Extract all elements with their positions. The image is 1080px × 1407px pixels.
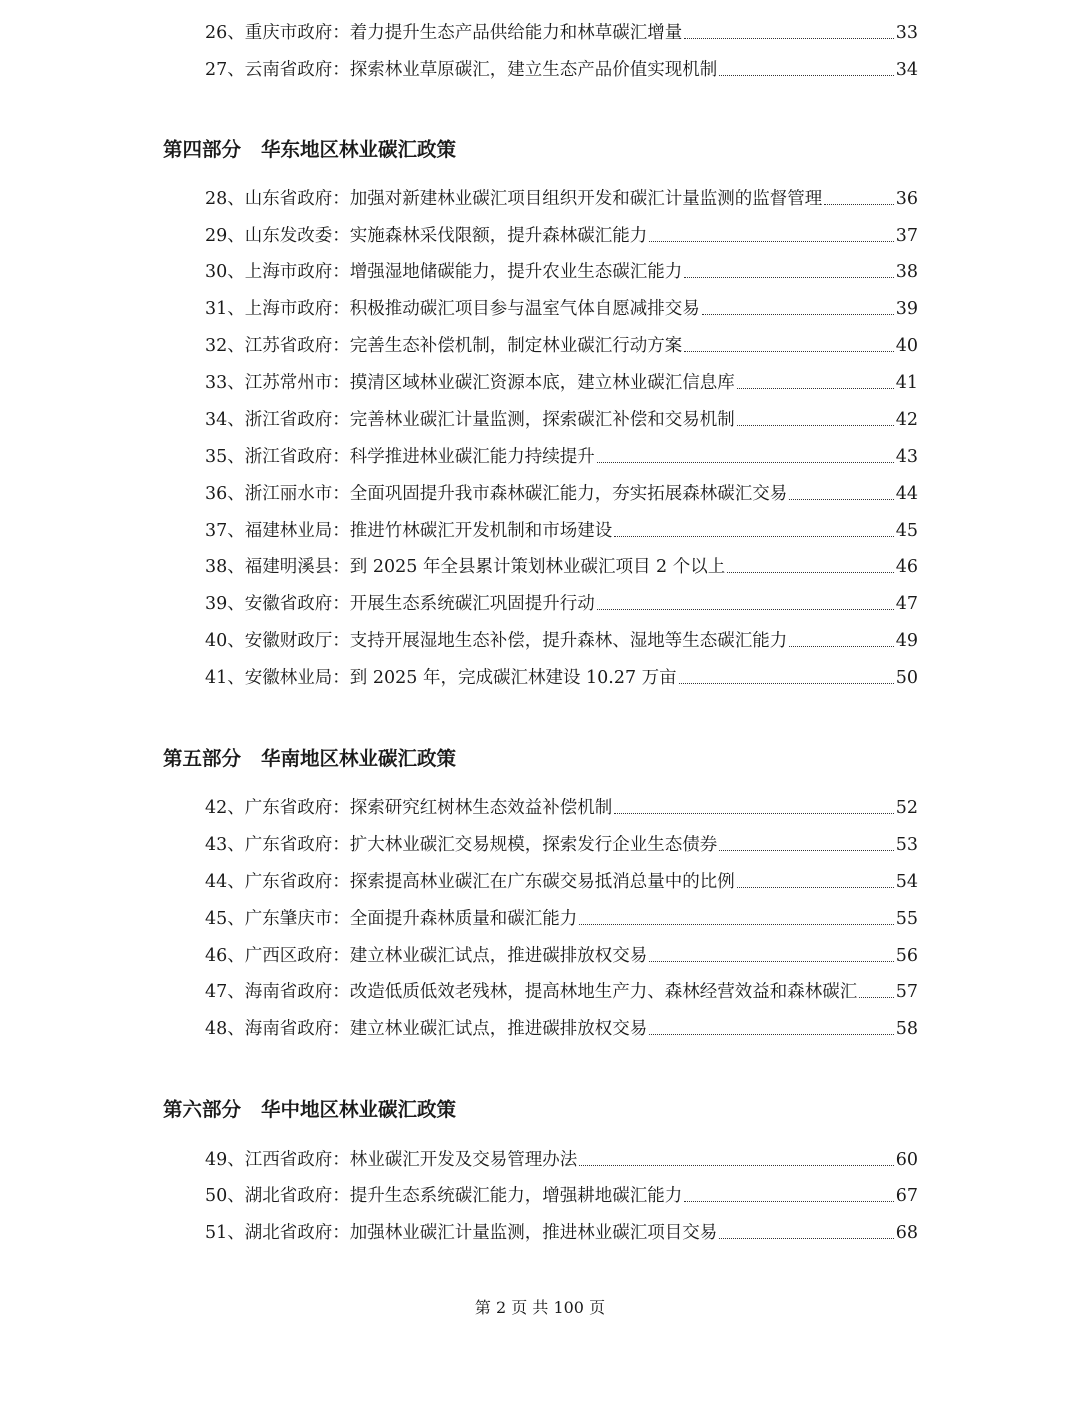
- toc-entry-title: 江苏常州市：摸清区域林业碳汇资源本底，建立林业碳汇信息库: [244, 373, 735, 393]
- dot-leader: [859, 997, 893, 998]
- toc-entry-number: 46、: [205, 946, 245, 966]
- dot-leader: [719, 75, 893, 76]
- toc-entry-page-number: 53: [895, 835, 918, 855]
- section-heading: [163, 745, 456, 773]
- toc-entry[interactable]: [205, 973, 918, 1003]
- toc-entry-title: 重庆市政府：着力提升生态产品供给能力和林草碳汇增量: [244, 23, 683, 43]
- toc-entry-page-number: 37: [895, 226, 918, 246]
- toc-entry-page-number: 49: [895, 631, 918, 651]
- toc-entry[interactable]: [205, 900, 918, 930]
- toc-entry-number: 32、: [205, 336, 245, 356]
- toc-entry-number: 34、: [205, 410, 245, 430]
- toc-entry[interactable]: [205, 1141, 918, 1171]
- toc-entry-page-number: 45: [895, 521, 918, 541]
- toc-entry-title: 浙江丽水市：全面巩固提升我市森林碳汇能力，夯实拓展森林碳汇交易: [244, 484, 788, 504]
- toc-entry-title: 安徽省政府：开展生态系统碳汇巩固提升行动: [244, 594, 595, 614]
- section-heading: [163, 1096, 456, 1124]
- section-heading: [163, 136, 456, 164]
- toc-entry-page-number: 52: [895, 798, 918, 818]
- dot-leader: [684, 38, 893, 39]
- toc-entry-number: 43、: [205, 835, 245, 855]
- section-part-label: 第五部分: [163, 747, 242, 770]
- toc-entry-number: 48、: [205, 1019, 245, 1039]
- dot-leader: [684, 1201, 893, 1202]
- toc-entry-page-number: 38: [895, 262, 918, 282]
- toc-entry-page-number: 57: [895, 982, 918, 1002]
- toc-entry-page-number: 33: [895, 23, 918, 43]
- dot-leader: [702, 314, 894, 315]
- toc-entry-title: 福建明溪县：到 2025 年全县累计策划林业碳汇项目 2 个以上: [244, 557, 726, 577]
- toc-entry-title: 广东省政府：探索研究红树林生态效益补偿机制: [244, 798, 613, 818]
- dot-leader: [824, 204, 893, 205]
- toc-entry[interactable]: [205, 180, 918, 210]
- toc-entry[interactable]: [205, 585, 918, 615]
- toc-entry-title: 上海市政府：增强湿地储碳能力，提升农业生态碳汇能力: [244, 262, 683, 282]
- toc-entry[interactable]: [205, 789, 918, 819]
- toc-entry-title: 海南省政府：建立林业碳汇试点，推进碳排放权交易: [244, 1019, 648, 1039]
- toc-entry-number: 31、: [205, 299, 245, 319]
- section-title: 华南地区林业碳汇政策: [261, 747, 457, 770]
- toc-entry[interactable]: [205, 217, 918, 247]
- toc-entry-number: 38、: [205, 557, 245, 577]
- dot-leader: [597, 462, 894, 463]
- toc-entry-page-number: 34: [895, 60, 918, 80]
- page-footer: 第 2 页 共 100 页: [474, 1298, 606, 1317]
- toc-entry[interactable]: [205, 622, 918, 652]
- toc-entry-page-number: 47: [895, 594, 918, 614]
- toc-entry-number: 27、: [205, 60, 245, 80]
- toc-entry-page-number: 39: [895, 299, 918, 319]
- toc-entry-title: 安徽林业局：到 2025 年，完成碳汇林建设 10.27 万亩: [244, 668, 677, 688]
- toc-entry-title: 山东省政府：加强对新建林业碳汇项目组织开发和碳汇计量监测的监督管理: [244, 189, 823, 209]
- toc-entry-title: 上海市政府：积极推动碳汇项目参与温室气体自愿减排交易: [244, 299, 700, 319]
- toc-entry-number: 33、: [205, 373, 245, 393]
- toc-entry-title: 云南省政府：探索林业草原碳汇，建立生态产品价值实现机制: [244, 60, 718, 80]
- dot-leader: [719, 1238, 893, 1239]
- toc-entry[interactable]: [205, 659, 918, 689]
- toc-entry-page-number: 36: [895, 189, 918, 209]
- toc-entry-number: 28、: [205, 189, 245, 209]
- toc-entry-page-number: 50: [895, 668, 918, 688]
- toc-entry-page-number: 68: [895, 1223, 918, 1243]
- toc-entry-number: 40、: [205, 631, 245, 651]
- toc-entry-page-number: 60: [895, 1150, 918, 1170]
- toc-entry-number: 39、: [205, 594, 245, 614]
- dot-leader: [649, 241, 893, 242]
- section-part-label: 第六部分: [163, 1098, 242, 1121]
- toc-entry-page-number: 58: [895, 1019, 918, 1039]
- toc-entry-title: 广东省政府：扩大林业碳汇交易规模，探索发行企业生态债券: [244, 835, 718, 855]
- dot-leader: [579, 924, 893, 925]
- toc-entry-title: 江苏省政府：完善生态补偿机制，制定林业碳汇行动方案: [244, 336, 683, 356]
- toc-entry[interactable]: [205, 1010, 918, 1040]
- toc-entry-page-number: 46: [895, 557, 918, 577]
- toc-entry[interactable]: [205, 937, 918, 967]
- toc-entry-title: 安徽财政厅：支持开展湿地生态补偿，提升森林、湿地等生态碳汇能力: [244, 631, 788, 651]
- toc-entry-number: 37、: [205, 521, 245, 541]
- toc-entry-number: 26、: [205, 23, 245, 43]
- toc-entry-number: 29、: [205, 226, 245, 246]
- dot-leader: [649, 961, 893, 962]
- dot-leader: [684, 277, 893, 278]
- toc-entry[interactable]: [205, 826, 918, 856]
- toc-entry[interactable]: [205, 51, 918, 81]
- toc-entry[interactable]: [205, 364, 918, 394]
- toc-entry-number: 35、: [205, 447, 245, 467]
- toc-entry-number: 47、: [205, 982, 245, 1002]
- toc-entry-number: 49、: [205, 1150, 245, 1170]
- toc-entry-title: 浙江省政府：完善林业碳汇计量监测，探索碳汇补偿和交易机制: [244, 410, 735, 430]
- toc-entry[interactable]: [205, 548, 918, 578]
- dot-leader: [737, 388, 894, 389]
- toc-entry[interactable]: [205, 1214, 918, 1244]
- dot-leader: [719, 850, 893, 851]
- toc-entry-page-number: 44: [895, 484, 918, 504]
- toc-entry[interactable]: [205, 512, 918, 542]
- toc-entry-number: 45、: [205, 909, 245, 929]
- toc-entry-page-number: 42: [895, 410, 918, 430]
- toc-entry-number: 36、: [205, 484, 245, 504]
- toc-entry[interactable]: [205, 327, 918, 357]
- toc-entry-title: 湖北省政府：加强林业碳汇计量监测，推进林业碳汇项目交易: [244, 1223, 718, 1243]
- toc-entry[interactable]: [205, 401, 918, 431]
- section-title: 华东地区林业碳汇政策: [261, 138, 457, 161]
- dot-leader: [737, 425, 894, 426]
- dot-leader: [597, 609, 894, 610]
- toc-entry-title: 广西区政府：建立林业碳汇试点，推进碳排放权交易: [244, 946, 648, 966]
- dot-leader: [614, 813, 893, 814]
- toc-entry-title: 海南省政府：改造低质低效老残林，提高林地生产力、森林经营效益和森林碳汇: [244, 982, 858, 1002]
- toc-entry-page-number: 56: [895, 946, 918, 966]
- toc-entry-page-number: 54: [895, 872, 918, 892]
- toc-entry[interactable]: [205, 438, 918, 468]
- dot-leader: [649, 1034, 893, 1035]
- toc-entry[interactable]: [205, 14, 918, 44]
- toc-entry-number: 50、: [205, 1186, 245, 1206]
- toc-entry-title: 福建林业局：推进竹林碳汇开发机制和市场建设: [244, 521, 613, 541]
- section-title: 华中地区林业碳汇政策: [261, 1098, 457, 1121]
- toc-entry-number: 41、: [205, 668, 245, 688]
- dot-leader: [737, 887, 894, 888]
- toc-entry-title: 广东省政府：探索提高林业碳汇在广东碳交易抵消总量中的比例: [244, 872, 735, 892]
- toc-entry-title: 山东发改委：实施森林采伐限额，提升森林碳汇能力: [244, 226, 648, 246]
- dot-leader: [679, 683, 894, 684]
- toc-entry-number: 42、: [205, 798, 245, 818]
- dot-leader: [614, 536, 893, 537]
- toc-entry[interactable]: [205, 1177, 918, 1207]
- toc-entry[interactable]: [205, 475, 918, 505]
- toc-entry-number: 30、: [205, 262, 245, 282]
- toc-entry[interactable]: [205, 290, 918, 320]
- dot-leader: [684, 351, 893, 352]
- toc-entry[interactable]: [205, 863, 918, 893]
- dot-leader: [789, 646, 893, 647]
- toc-entry-page-number: 40: [895, 336, 918, 356]
- toc-entry-page-number: 43: [895, 447, 918, 467]
- toc-entry-page-number: 55: [895, 909, 918, 929]
- dot-leader: [789, 499, 893, 500]
- toc-entry-title: 湖北省政府：提升生态系统碳汇能力，增强耕地碳汇能力: [244, 1186, 683, 1206]
- toc-entry-title: 广东肇庆市：全面提升森林质量和碳汇能力: [244, 909, 578, 929]
- toc-entry-number: 51、: [205, 1223, 245, 1243]
- dot-leader: [727, 572, 894, 573]
- toc-entry-title: 浙江省政府：科学推进林业碳汇能力持续提升: [244, 447, 595, 467]
- toc-entry-page-number: 67: [895, 1186, 918, 1206]
- toc-entry-page-number: 41: [895, 373, 918, 393]
- toc-entry[interactable]: [205, 253, 918, 283]
- section-part-label: 第四部分: [163, 138, 242, 161]
- toc-entry-number: 44、: [205, 872, 245, 892]
- dot-leader: [579, 1165, 893, 1166]
- toc-entry-title: 江西省政府：林业碳汇开发及交易管理办法: [244, 1150, 578, 1170]
